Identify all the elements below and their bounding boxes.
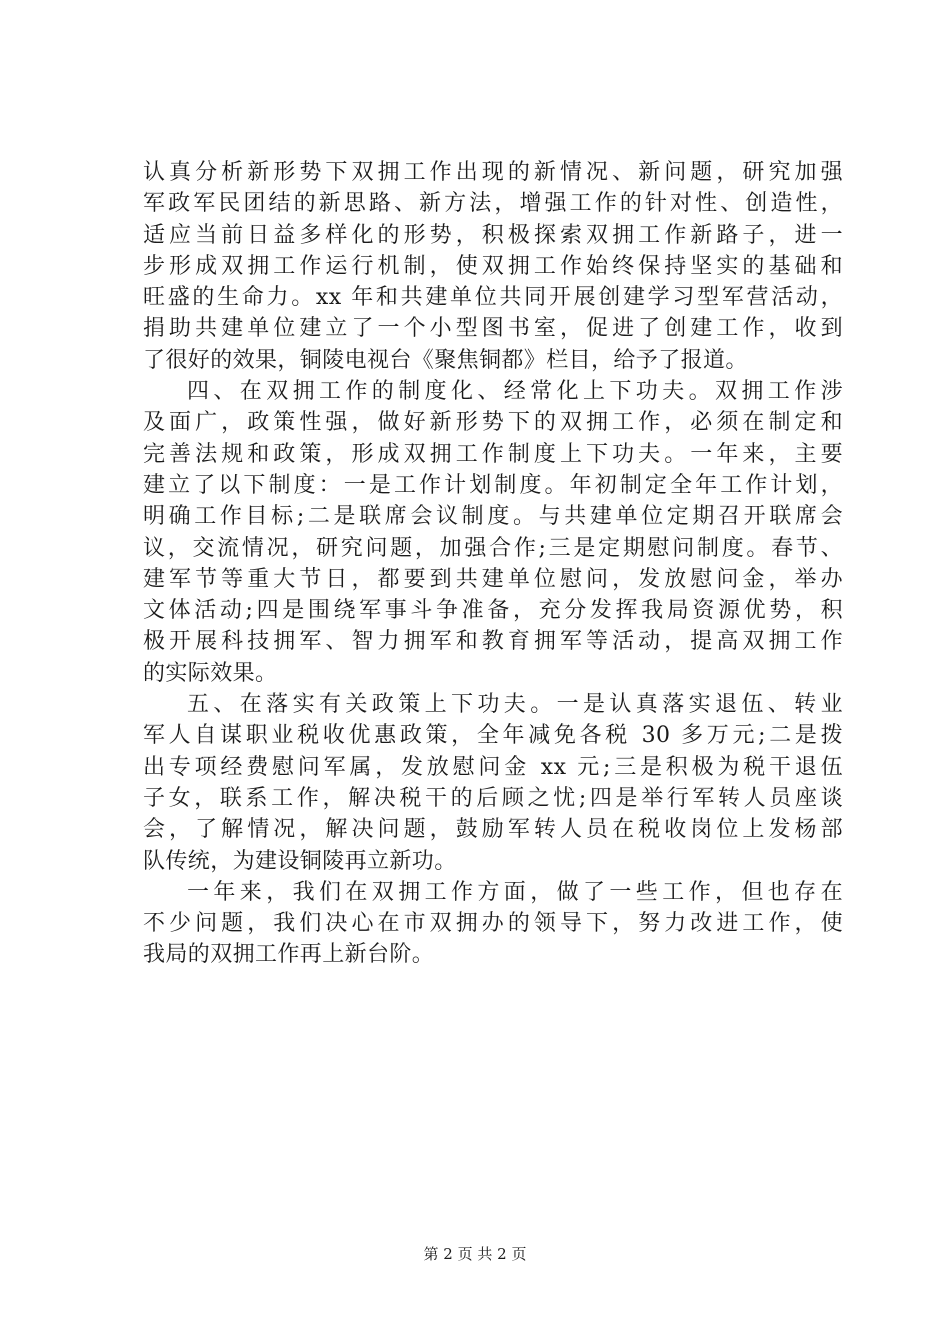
text-line: 步形成双拥工作运行机制，使双拥工作始终保持坚实的基础和 <box>143 253 843 279</box>
text-line: 认真分析新形势下双拥工作出现的新情况、新问题，研究加强 <box>143 160 843 185</box>
text-line: 文体活动;四是围绕军事斗争准备，充分发挥我局资源优势，积 <box>143 598 843 624</box>
paragraph-start-line: 一年来，我们在双拥工作方面，做了一些工作，但也存在 <box>187 879 843 905</box>
text-line: 建立了以下制度：一是工作计划制度。年初制定全年工作计划， <box>143 472 843 498</box>
text-line: 不少问题，我们决心在市双拥办的领导下，努力改进工作，使 <box>143 911 843 937</box>
text-line: 建军节等重大节日，都要到共建单位慰问，发放慰问金，举办 <box>143 566 843 592</box>
text-line: 极开展科技拥军、智力拥军和教育拥军等活动，提高双拥工作 <box>143 629 843 655</box>
paragraph-start-line: 五、在落实有关政策上下功夫。一是认真落实退伍、转业 <box>187 692 843 718</box>
text-line: 我局的双拥工作再上新台阶。 <box>143 942 435 968</box>
text-line: 及面广，政策性强，做好新形势下的双拥工作，必须在制定和 <box>143 410 843 436</box>
page-number-footer: 第 2 页 共 2 页 <box>423 1245 527 1263</box>
text-line: 明确工作目标;二是联席会议制度。与共建单位定期召开联席会 <box>143 504 843 530</box>
text-line: 适应当前日益多样化的形势，积极探索双拥工作新路子，进一 <box>143 222 843 248</box>
text-line: 军政军民团结的新思路、新方法，增强工作的针对性、创造性， <box>143 191 843 217</box>
text-line: 捐助共建单位建立了一个小型图书室，促进了创建工作，收到 <box>143 316 843 342</box>
text-line: 队传统，为建设铜陵再立新功。 <box>143 848 457 874</box>
text-line: 军人自谋职业税收优惠政策，全年减免各税 30 多万元;二是拨 <box>143 723 843 749</box>
text-line: 子女，联系工作，解决税干的后顾之忧;四是举行军转人员座谈 <box>143 785 843 811</box>
text-line: 的实际效果。 <box>143 660 278 686</box>
text-line: 会，了解情况，解决问题，鼓励军转人员在税收岗位上发杨部 <box>143 817 843 843</box>
text-line: 完善法规和政策，形成双拥工作制度上下功夫。一年来，主要 <box>143 441 843 467</box>
paragraph-start-line: 四、在双拥工作的制度化、经常化上下功夫。双拥工作涉 <box>187 379 843 405</box>
document-body <box>143 157 843 971</box>
text-line: 了很好的效果，铜陵电视台《聚焦铜都》栏目，给予了报道。 <box>143 347 748 373</box>
text-line: 旺盛的生命力。xx 年和共建单位共同开展创建学习型军营活动， <box>143 285 843 311</box>
text-line: 出专项经费慰问军属，发放慰问金 xx 元;三是积极为税干退伍 <box>143 754 843 780</box>
text-line: 议，交流情况，研究问题，加强合作;三是定期慰问制度。春节、 <box>143 535 843 561</box>
